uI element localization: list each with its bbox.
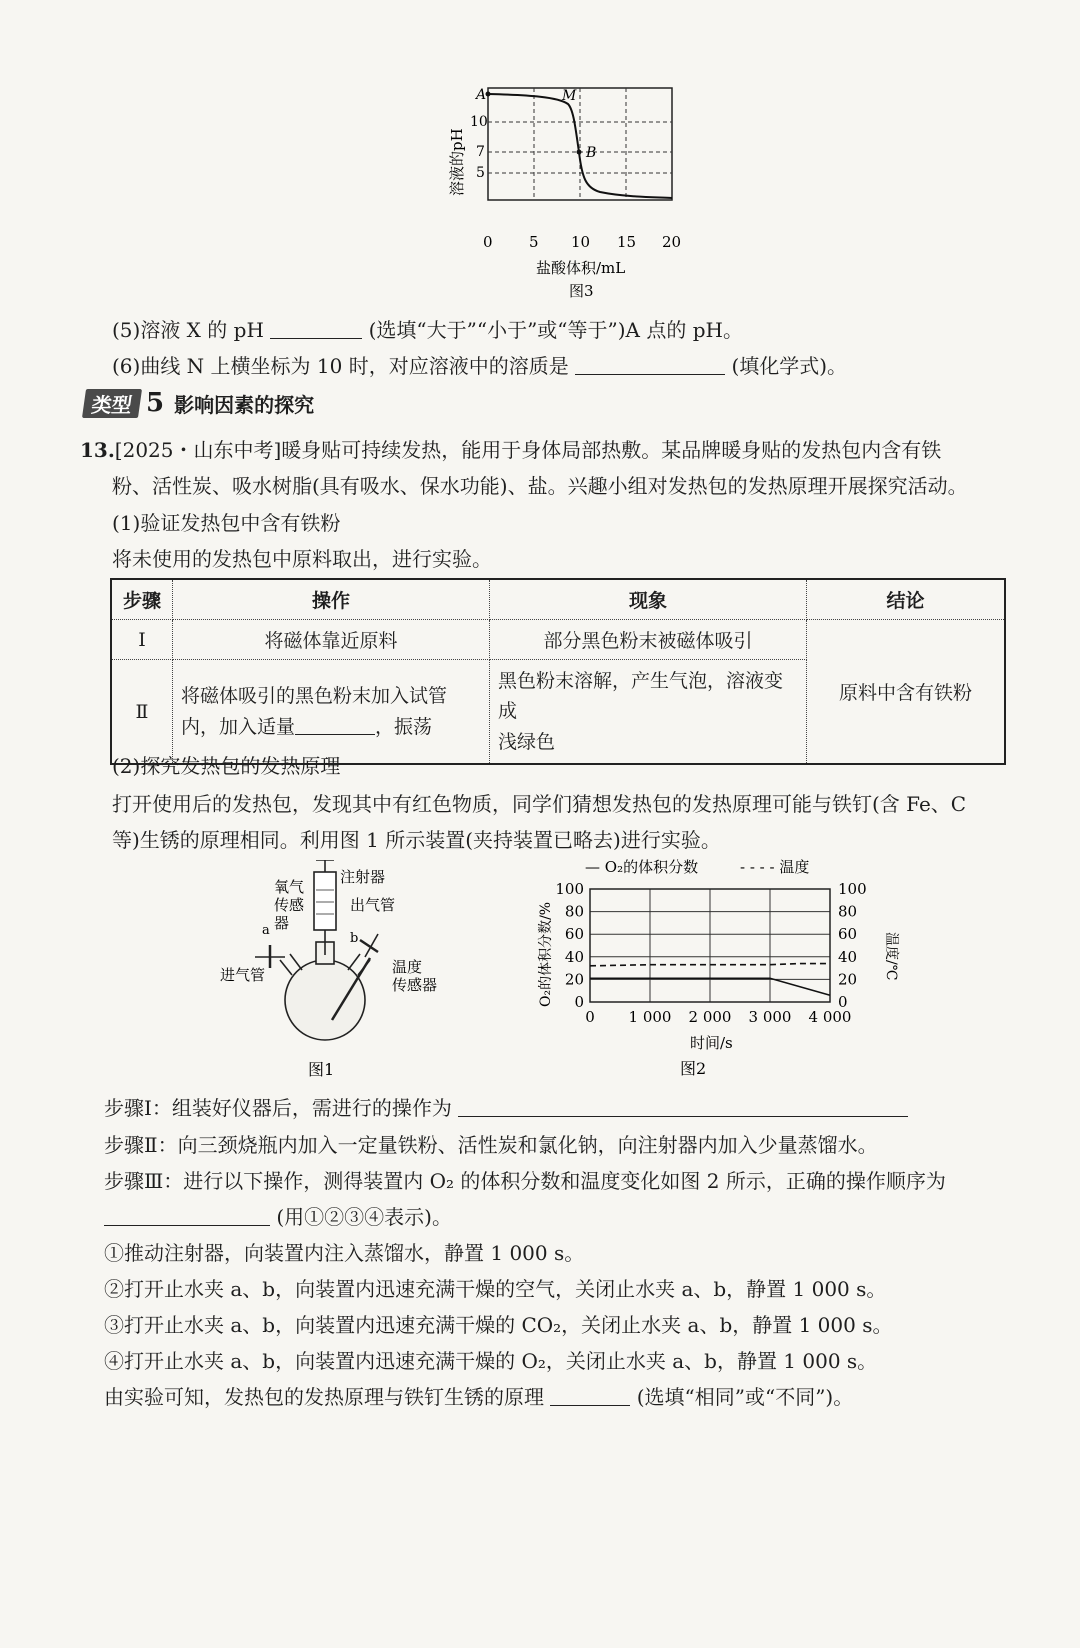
x-tick-label: 0 (585, 1008, 595, 1026)
three-neck-flask (285, 960, 365, 1040)
temperature-series-line (590, 964, 830, 966)
q13-line2: 粉、活性炭、吸水树脂(具有吸水、保水功能)、盐。兴趣小组对发热包的发热原理开展探究活动。 (112, 474, 968, 498)
label-temp-sensor: 传感器 (392, 976, 438, 994)
step-3-line1: 步骤Ⅲ：进行以下操作，测得装置内 O₂ 的体积分数和温度变化如图 2 所示，正确的操作顺序为 (104, 1169, 946, 1193)
y-tick-label-right: 100 (838, 880, 867, 898)
th-phenomenon: 现象 (490, 579, 807, 620)
fig3-xtick: 20 (662, 233, 682, 251)
q13-sub2-line1: 打开使用后的发热包，发现其中有红色物质，同学们猜想发热包的发热原理可能与铁钉(含 Fe、C (112, 792, 967, 816)
row2-phenomenon: 黑色粉末溶解，产生气泡，溶液变成 浅绿色 (490, 660, 807, 765)
row1-step: Ⅰ (111, 620, 173, 660)
y-tick-label-right: 60 (838, 925, 858, 944)
label-temp-sensor: 温度 (392, 958, 423, 976)
conclusion-cell: 原料中含有铁粉 (807, 620, 1006, 765)
fig3-ytick: 7 (476, 144, 485, 160)
x-tick-label: 1 000 (628, 1008, 672, 1026)
label-inlet: 进气管 (220, 966, 266, 984)
q13-line1: 13.[2025・山东中考]暖身贴可持续发热，能用于身体局部热敷。某品牌暖身贴的发热包内含有铁 (80, 438, 942, 462)
step-1: 步骤Ⅰ：组装好仪器后，需进行的操作为 (104, 1090, 908, 1126)
type-badge: 类型 (82, 389, 142, 418)
figure-2-chart (525, 852, 905, 1087)
final-answer-blank[interactable] (550, 1383, 630, 1406)
fig3-xtick: 5 (529, 233, 539, 251)
q6-answer-blank[interactable] (575, 352, 725, 375)
q5-answer-blank[interactable] (270, 316, 362, 339)
y-tick-label-left: 40 (564, 947, 584, 966)
legend-o2: — O₂的体积分数 (585, 858, 699, 876)
y-tick-label-right: 80 (838, 902, 858, 921)
fig3-y-axis-label: 溶液的pH (448, 128, 466, 196)
label-o2-sensor: 传感 (274, 896, 305, 914)
fig1-caption: 图1 (308, 1060, 335, 1079)
fig3-label-b: B (586, 145, 597, 161)
fig3-caption: 图3 (569, 282, 594, 300)
fig3-xtick: 10 (571, 233, 591, 251)
type-title: 影响因素的探究 (174, 392, 315, 417)
y-tick-label-right: 20 (838, 970, 858, 989)
y-tick-label-right: 40 (838, 947, 858, 966)
operation-1: ①推动注射器，向装置内注入蒸馏水，静置 1 000 s。 (104, 1241, 585, 1265)
label-syringe: 注射器 (340, 868, 386, 886)
operation-4: ④打开止水夹 a、b，向装置内迅速充满干燥的 O₂，关闭止水夹 a、b，静置 1 000 s。 (104, 1349, 878, 1373)
y-tick-label-left: 60 (564, 925, 584, 944)
fig3-ytick: 10 (470, 114, 488, 130)
y-tick-label-left: 0 (574, 993, 584, 1011)
row2-step: Ⅱ (111, 660, 173, 765)
operation-2: ②打开止水夹 a、b，向装置内迅速充满干燥的空气，关闭止水夹 a、b，静置 1 000 s。 (104, 1277, 887, 1301)
row2-operation: 将磁体吸引的黑色粉末加入试管 内，加入适量 ，振荡 (173, 660, 490, 765)
fig3-point-b (577, 150, 582, 155)
fig3-xtick: 0 (483, 233, 493, 251)
y-tick-label-left: 80 (564, 902, 584, 921)
fig3-xtick: 15 (617, 233, 637, 251)
label-o2-sensor: 器 (274, 914, 290, 932)
experiment-table (110, 578, 1006, 765)
label-outlet: 出气管 (350, 896, 396, 914)
row1-operation: 将磁体靠近原料 (173, 620, 490, 660)
legend-temperature: - - - - 温度 (740, 858, 810, 876)
label-a: a (262, 923, 270, 938)
x-tick-label: 2 000 (688, 1008, 732, 1026)
x-axis-label: 时间/s (690, 1034, 733, 1052)
th-operation: 操作 (173, 579, 490, 620)
final-question: 由实验可知，发热包的发热原理与铁钉生锈的原理 (选填“相同”或“不同”)。 (104, 1385, 854, 1409)
label-o2-sensor: 氧气 (274, 878, 305, 896)
step-2: 步骤Ⅱ：向三颈烧瓶内加入一定量铁粉、活性炭和氯化钠，向注射器内加入少量蒸馏水。 (104, 1133, 878, 1157)
q13-sub2-title: (2)探究发热包的发热原理 (112, 754, 341, 778)
figure-1-apparatus (210, 860, 480, 1085)
y-tick-label-left: 20 (564, 970, 584, 989)
syringe-icon (314, 872, 336, 930)
type-number: 5 (146, 388, 165, 418)
operation-3: ③打开止水夹 a、b，向装置内迅速充满干燥的 CO₂，关闭止水夹 a、b，静置 1 000 s。 (104, 1313, 893, 1337)
fig2-caption: 图2 (680, 1059, 707, 1078)
y-tick-label-left: 100 (555, 880, 584, 898)
fig3-ytick: 5 (476, 165, 485, 181)
table-row (111, 620, 1005, 660)
fig3-grid (488, 88, 672, 200)
q13-number: 13. (80, 438, 115, 462)
fig3-label-m: M (562, 88, 577, 104)
figure-3-ph-curve (440, 78, 700, 303)
th-step: 步骤 (111, 579, 173, 620)
table-header-row (111, 579, 1005, 620)
th-conclusion: 结论 (807, 579, 1006, 620)
q13-sub2-line2: 等)生锈的原理相同。利用图 1 所示装置(夹持装置已略去)进行实验。 (112, 828, 721, 852)
y-axis-label-right: 温度/℃ (883, 932, 899, 981)
q13-sub1-title: (1)验证发热包中含有铁粉 (112, 511, 341, 535)
question-6: (6)曲线 N 上横坐标为 10 时，对应溶液中的溶质是 (填化学式)。 (112, 354, 848, 378)
row2-reagent-blank[interactable] (295, 716, 375, 735)
type-section-header (84, 388, 314, 418)
x-tick-label: 4 000 (808, 1008, 852, 1026)
step-3-line2: (用①②③④表示)。 (104, 1199, 452, 1235)
y-tick-label-right: 0 (838, 993, 848, 1011)
y-axis-label-left: O₂的体积分数/% (538, 901, 554, 1007)
question-5: (5)溶液 X 的 pH (选填“大于”“小于”或“等于”)A 点的 pH。 (112, 318, 743, 342)
step1-answer-blank[interactable] (458, 1094, 908, 1117)
fig3-point-a (486, 92, 491, 97)
fig3-x-axis-label: 盐酸体积/mL (536, 259, 626, 277)
row1-phenomenon: 部分黑色粉末被磁体吸引 (490, 620, 807, 660)
fig3-label-a: A (476, 87, 487, 103)
label-b: b (350, 931, 359, 946)
step3-order-blank[interactable] (104, 1203, 270, 1226)
q13-sub1-desc: 将未使用的发热包中原料取出，进行实验。 (112, 547, 492, 571)
x-tick-label: 3 000 (748, 1008, 792, 1026)
